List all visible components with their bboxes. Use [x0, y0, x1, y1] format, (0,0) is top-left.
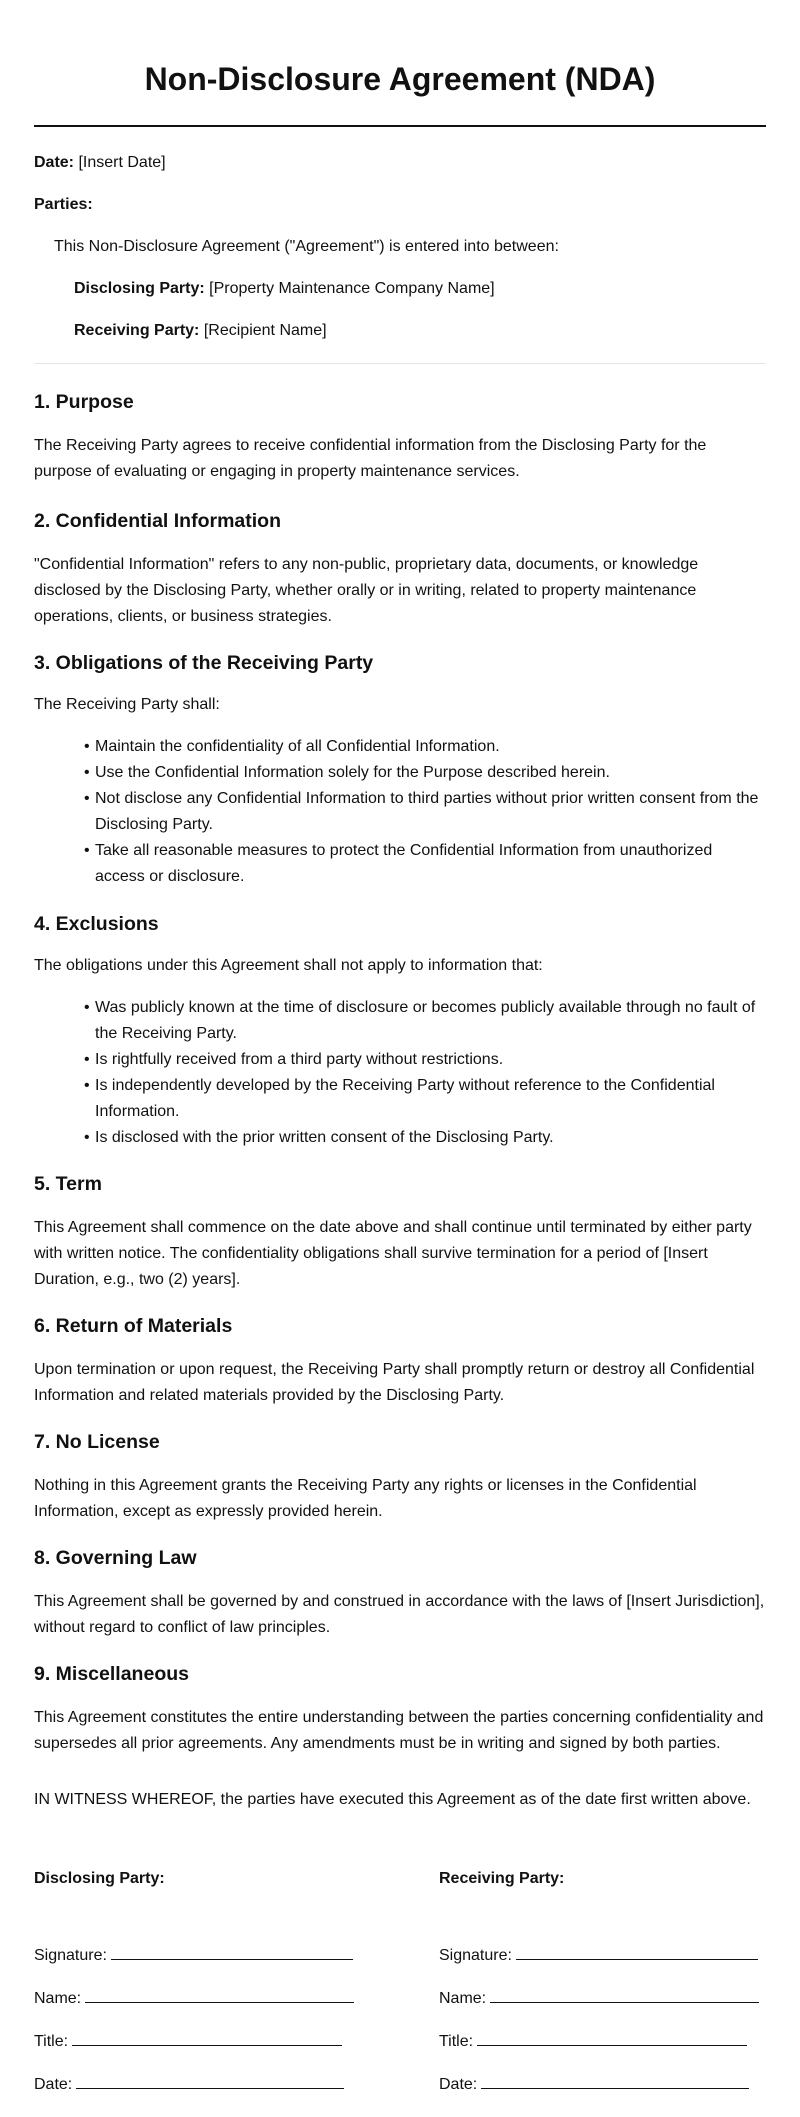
receiving-date-row: [439, 2071, 761, 2098]
section-paragraph-term: This Agreement shall commence on the date above and shall continue until terminated by either party with written notice. The confidentiality obligations shall survive termination for a period of [Insert Duration, e.g., two (2) years].: [34, 1219, 752, 1288]
title-label: Title:: [439, 2033, 474, 2050]
list-item: • Is rightfully received from a third party without restrictions.: [84, 1047, 766, 1073]
parties-label: Parties:: [34, 196, 93, 213]
section-heading-no-license: 7. No License: [34, 1431, 160, 1453]
exclusions-list: [34, 995, 766, 1151]
section-paragraph-governing-law: This Agreement shall be governed by and construed in accordance with the laws of [Insert Jurisdiction], without regard to conflict of law principles.: [34, 1593, 765, 1636]
date-field[interactable]: [481, 2071, 749, 2089]
section-paragraph-no-license: Nothing in this Agreement grants the Receiving Party any rights or licenses in the Confidential Information, except as expressly provided herein.: [34, 1477, 697, 1520]
section-heading-return-of-materials: 6. Return of Materials: [34, 1315, 233, 1337]
section-divider: [34, 363, 766, 364]
date-label: Date:: [439, 2076, 478, 2093]
signature-field[interactable]: [111, 1942, 353, 1960]
section-heading-exclusions: 4. Exclusions: [34, 913, 159, 935]
disclosing-party-signature-block: [34, 1866, 439, 2098]
signature-label: Signature:: [34, 1947, 107, 1964]
list-item: • Take all reasonable measures to protect the Confidential Information from unauthorized access or disclosure.: [84, 838, 766, 890]
disclosing-name-row: [34, 1985, 439, 2012]
section-paragraph-confidential-information: "Confidential Information" refers to any non-public, proprietary data, documents, or knowledge disclosed by the Disclosing Party, whether orally or in writing, related to property maintenance operations, clients, or business strategies.: [34, 556, 699, 625]
section-heading-governing-law: 8. Governing Law: [34, 1547, 197, 1569]
receiving-party-label: Receiving Party:: [74, 322, 200, 339]
witness-statement: IN WITNESS WHEREOF, the parties have executed this Agreement as of the date first written above.: [34, 1791, 751, 1808]
list-item: • Is independently developed by the Receiving Party without reference to the Confidential Information.: [84, 1073, 766, 1125]
section-heading-miscellaneous: 9. Miscellaneous: [34, 1663, 189, 1685]
receiving-signature-row: [439, 1942, 761, 1969]
disclosing-party-heading: Disclosing Party:: [34, 1870, 165, 1887]
section-heading-term: 5. Term: [34, 1173, 102, 1195]
disclosing-title-row: [34, 2028, 439, 2055]
receiving-party-heading: Receiving Party:: [439, 1870, 565, 1887]
receiving-title-row: [439, 2028, 761, 2055]
signature-field[interactable]: [516, 1942, 758, 1960]
disclosing-party-line: [34, 276, 766, 302]
title-field[interactable]: [477, 2028, 747, 2046]
section-paragraph-return-of-materials: Upon termination or upon request, the Receiving Party shall promptly return or destroy all Confidential Information and related materials provided by the Disclosing Party.: [34, 1361, 755, 1404]
list-item: • Was publicly known at the time of disclosure or becomes publicly available through no fault of the Receiving Party.: [84, 995, 766, 1047]
list-item: • Maintain the confidentiality of all Confidential Information.: [84, 734, 766, 760]
date-label: Date:: [34, 154, 75, 171]
date-field[interactable]: [76, 2071, 344, 2089]
section-heading-obligations: 3. Obligations of the Receiving Party: [34, 652, 374, 674]
receiving-party-value: [Recipient Name]: [203, 322, 327, 339]
date-line: [34, 150, 766, 176]
list-item: • Use the Confidential Information solely for the Purpose described herein.: [84, 760, 766, 786]
disclosing-date-row: [34, 2071, 439, 2098]
section-paragraph-exclusions: The obligations under this Agreement shall not apply to information that:: [34, 957, 543, 974]
list-item: • Not disclose any Confidential Information to third parties without prior written consent from the Disclosing Party.: [84, 786, 766, 838]
document-title: Non-Disclosure Agreement (NDA): [144, 61, 656, 97]
signature-label: Signature:: [439, 1947, 512, 1964]
section-heading-purpose: 1. Purpose: [34, 391, 134, 413]
section-paragraph-obligations: The Receiving Party shall:: [34, 696, 220, 713]
receiving-party-signature-block: [439, 1866, 761, 2098]
receiving-party-line: [34, 318, 766, 344]
disclosing-signature-row: [34, 1942, 439, 1969]
section-paragraph-purpose: The Receiving Party agrees to receive confidential information from the Disclosing Party for the purpose of evaluating or engaging in property maintenance services.: [34, 437, 707, 480]
section-heading-confidential-information: 2. Confidential Information: [34, 510, 281, 532]
date-label: Date:: [34, 2076, 73, 2093]
name-field[interactable]: [85, 1985, 354, 2003]
name-field[interactable]: [490, 1985, 759, 2003]
name-label: Name:: [439, 1990, 487, 2007]
disclosing-party-value: [Property Maintenance Company Name]: [209, 280, 495, 297]
disclosing-party-label: Disclosing Party:: [74, 280, 205, 297]
receiving-name-row: [439, 1985, 761, 2012]
title-field[interactable]: [72, 2028, 342, 2046]
name-label: Name:: [34, 1990, 82, 2007]
parties-intro: This Non-Disclosure Agreement ("Agreement") is entered into between:: [54, 238, 559, 255]
list-item: • Is disclosed with the prior written consent of the Disclosing Party.: [84, 1125, 766, 1151]
signature-section: [34, 1866, 766, 2098]
date-value: [Insert Date]: [78, 154, 166, 171]
title-label: Title:: [34, 2033, 69, 2050]
section-paragraph-miscellaneous: This Agreement constitutes the entire understanding between the parties concerning confidentiality and supersedes all prior agreements. Any amendments must be in writing and signed by both parties.: [34, 1709, 764, 1752]
title-divider: [34, 125, 766, 127]
obligations-list: [34, 734, 766, 890]
